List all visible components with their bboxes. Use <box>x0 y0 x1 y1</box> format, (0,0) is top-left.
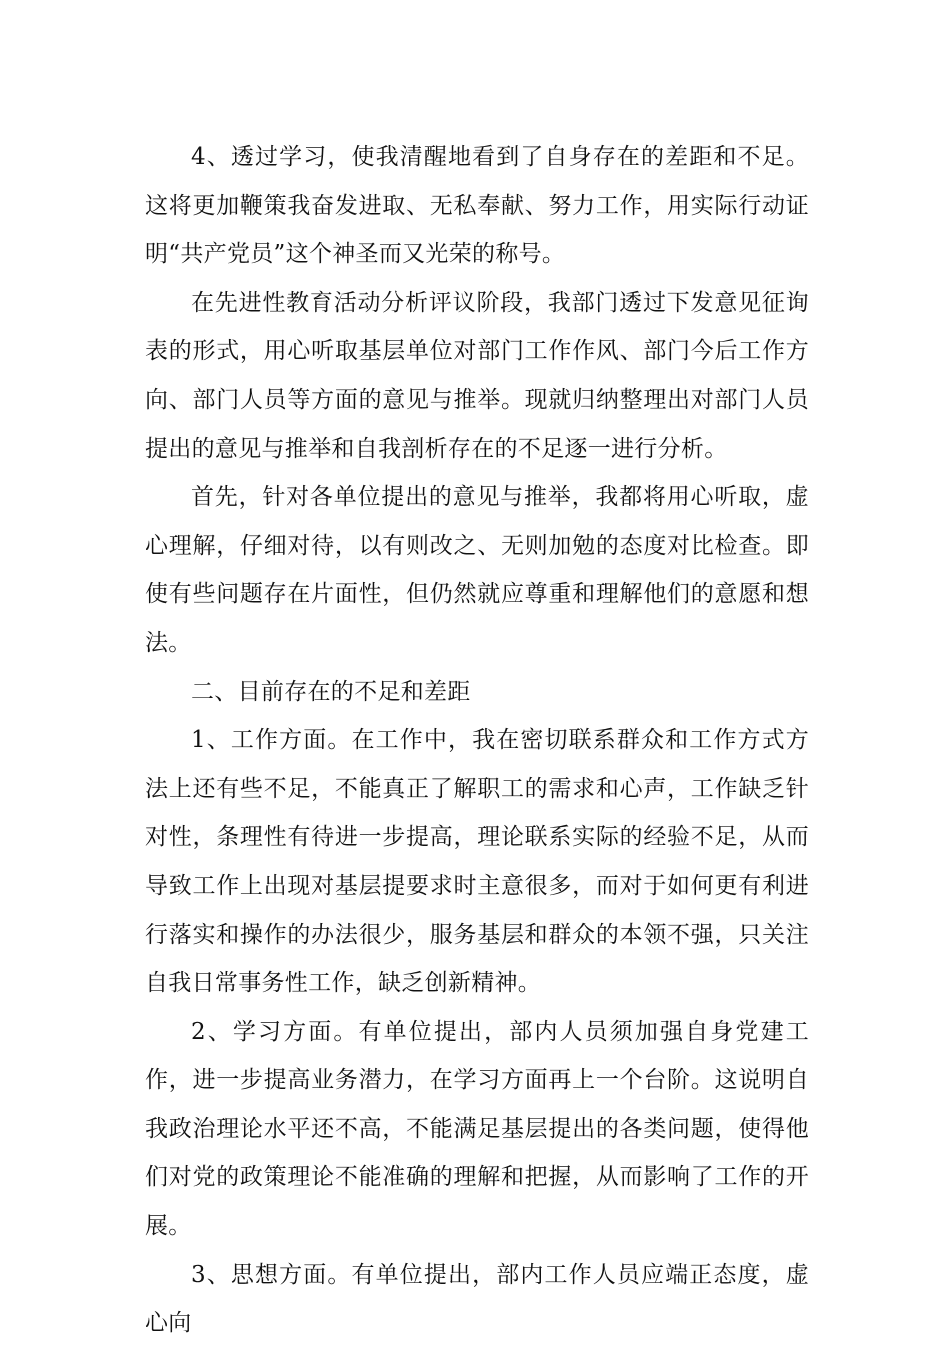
section-heading-shortcomings: 二、目前存在的不足和差距 <box>191 678 471 705</box>
paragraph-thought-aspect: 3、思想方面。有单位提出，部内工作人员应端正态度，虚心向 <box>145 1261 809 1337</box>
document-body <box>145 133 809 1348</box>
paragraph-evaluation-stage: 在先进性教育活动分析评议阶段，我部门透过下发意见征询表的形式，用心听取基层单位对部门工作作风、部门今后工作方向、部门人员等方面的意见与推举。现就归纳整理出对部门人员提出的意见与推举和自我剖析存在的不足逐一进行分析。 <box>145 289 809 462</box>
paragraph-work-aspect: 1、工作方面。在工作中，我在密切联系群众和工作方式方法上还有些不足，不能真正了解职工的需求和心声，工作缺乏针对性，条理性有待进一步提高，理论联系实际的经验不足，从而导致工作上出现对基层提要求时主意很多，而对于如何更有利进行落实和操作的办法很少，服务基层和群众的本领不强，只关注自我日常事务性工作，缺乏创新精神。 <box>145 727 809 997</box>
paragraph-study-reflection: 4、透过学习，使我清醒地看到了自身存在的差距和不足。这将更加鞭策我奋发进取、无私奉献、努力工作，用实际行动证明“共产党员”这个神圣而又光荣的称号。 <box>145 144 809 268</box>
paragraph-study-aspect: 2、学习方面。有单位提出，部内人员须加强自身党建工作，进一步提高业务潜力，在学习方面再上一个台阶。这说明自我政治理论水平还不高，不能满足基层提出的各类问题，使得他们对党的政策理论不能准确的理解和把握，从而影响了工作的开展。 <box>145 1018 809 1240</box>
paragraph-response-attitude: 首先，针对各单位提出的意见与推举，我都将用心听取，虚心理解，仔细对待，以有则改之、无则加勉的态度对比检查。即使有些问题存在片面性，但仍然就应尊重和理解他们的意愿和想法。 <box>145 484 809 656</box>
